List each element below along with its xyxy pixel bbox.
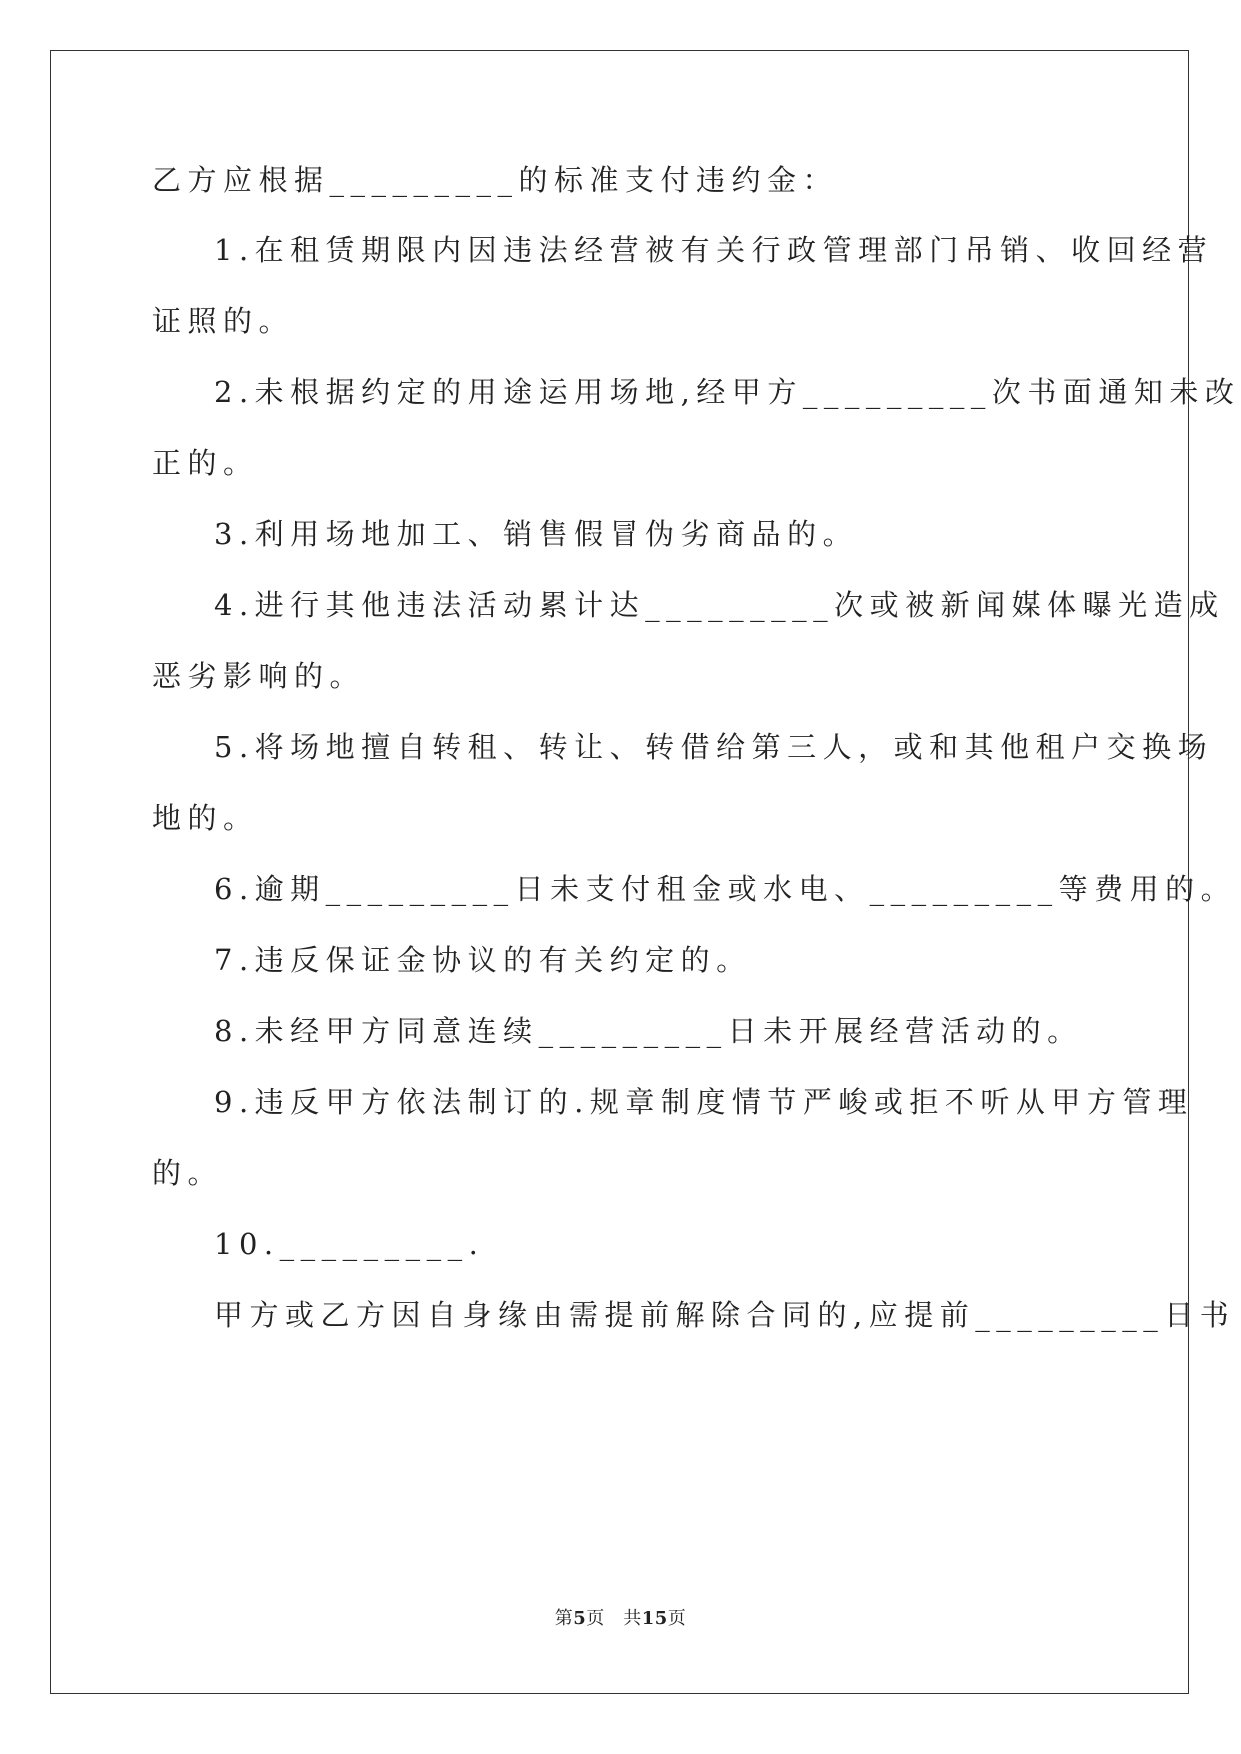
paragraph-termination: 甲方或乙方因自身缘由需提前解除合同的,应提前_________日书 bbox=[214, 1298, 1236, 1332]
clause-2-line-2: 正的。 bbox=[152, 446, 259, 480]
current-page-number: 5 bbox=[573, 1608, 587, 1629]
page-number-footer bbox=[0, 1607, 1241, 1631]
clause-4-line-2: 恶劣影响的。 bbox=[152, 659, 366, 693]
clause-4-line-1: 4.进行其他违法活动累计达_________次或被新闻媒体曝光造成 bbox=[214, 588, 1225, 622]
page-mid: 页 共 bbox=[586, 1608, 642, 1629]
page-suffix: 页 bbox=[667, 1608, 687, 1629]
clause-1-line-2: 证照的。 bbox=[152, 304, 295, 338]
clause-5-line-2: 地的。 bbox=[152, 801, 259, 835]
paragraph-intro: 乙方应根据_________的标准支付违约金： bbox=[152, 163, 839, 197]
clause-9-line-2: 的。 bbox=[152, 1156, 224, 1190]
clause-7: 7.违反保证金协议的有关约定的。 bbox=[214, 943, 752, 977]
page-prefix: 第 bbox=[554, 1608, 574, 1629]
clause-9-line-1: 9.违反甲方依法制订的.规章制度情节严峻或拒不听从甲方管理 bbox=[214, 1085, 1194, 1119]
clause-5-line-1: 5.将场地擅自转租、转让、转借给第三人，或和其他租户交换场 bbox=[214, 730, 1214, 764]
clause-3: 3.利用场地加工、销售假冒伪劣商品的。 bbox=[214, 517, 859, 551]
clause-6: 6.逾期_________日未支付租金或水电、_________等费用的。 bbox=[214, 872, 1237, 906]
clause-2-line-1: 2.未根据约定的用途运用场地,经甲方_________次书面通知未改 bbox=[214, 375, 1241, 409]
clause-8: 8.未经甲方同意连续_________日未开展经营活动的。 bbox=[214, 1014, 1083, 1048]
total-page-number: 15 bbox=[641, 1608, 668, 1629]
clause-10: 10._________. bbox=[214, 1227, 485, 1261]
clause-1-line-1: 1.在租赁期限内因违法经营被有关行政管理部门吊销、收回经营 bbox=[214, 233, 1214, 267]
